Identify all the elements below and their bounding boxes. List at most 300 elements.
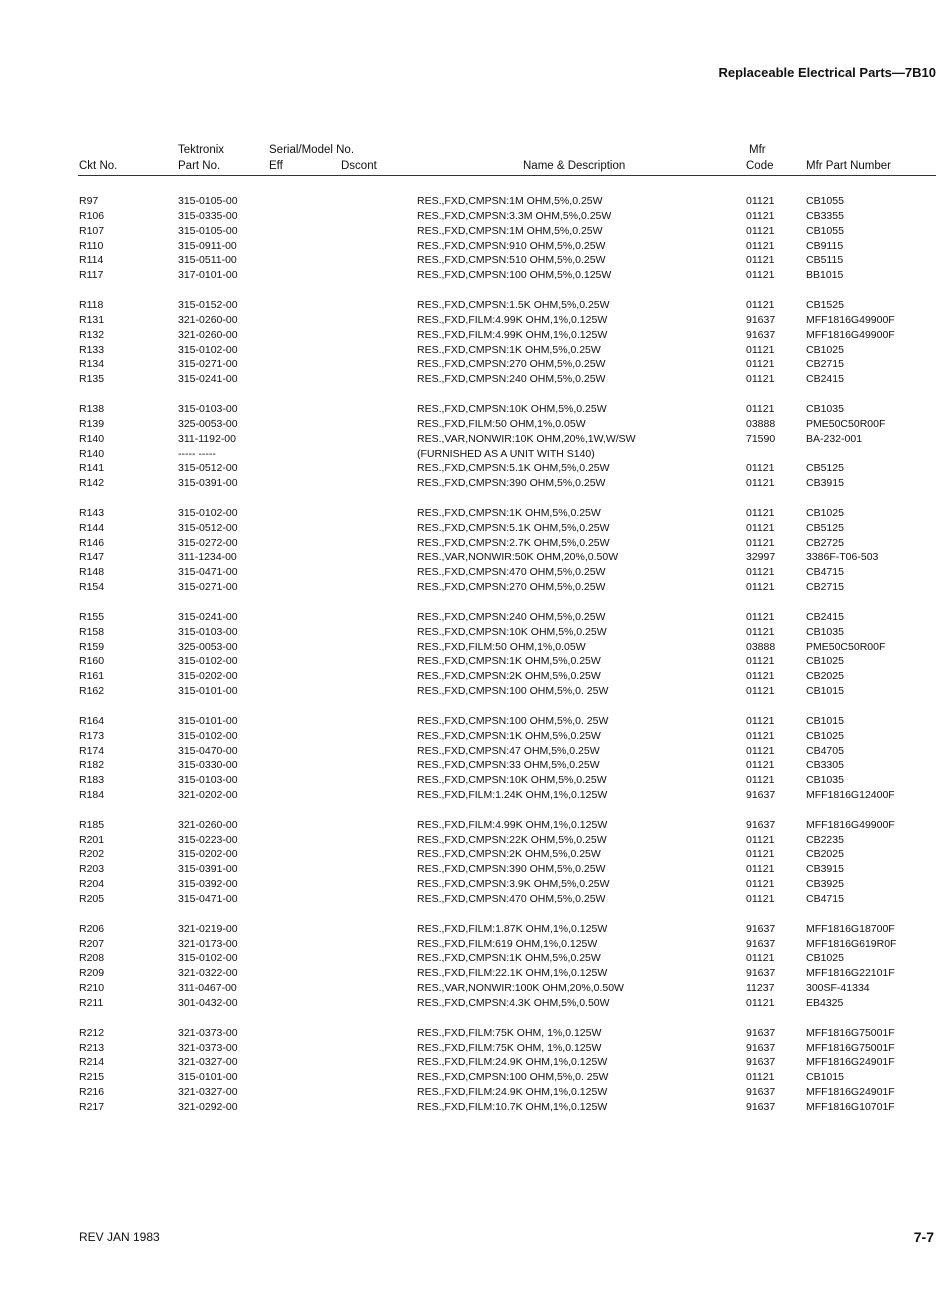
cell-mfr-code: 01121 (746, 358, 775, 371)
table-row (0, 268, 950, 283)
cell-ckt-no: R182 (79, 759, 105, 772)
cell-name-description: RES.,FXD,CMPSN:2.7K OHM,5%,0.25W (417, 536, 610, 549)
cell-ckt-no: R174 (79, 744, 105, 757)
cell-ckt-no: R173 (79, 729, 105, 742)
table-row (0, 684, 950, 699)
table-row (0, 877, 950, 892)
cell-mfr-code: 01121 (746, 239, 775, 252)
cell-mfr-code: 01121 (746, 343, 775, 356)
table-row (0, 1055, 950, 1070)
cell-part-no: 315-0202-00 (178, 670, 238, 683)
cell-name-description: RES.,VAR,NONWIR:10K OHM,20%,1W,W/SW (417, 432, 636, 445)
cell-name-description: RES.,FXD,FILM:50 OHM,1%,0.05W (417, 417, 586, 430)
cell-mfr-code: 91637 (746, 1056, 776, 1069)
cell-ckt-no: R147 (79, 551, 105, 564)
cell-name-description: RES.,FXD,FILM:75K OHM, 1%,0.125W (417, 1026, 602, 1039)
cell-mfr-part-number: CB2415 (806, 610, 844, 623)
cell-name-description: RES.,FXD,CMPSN:100 OHM,5%,0.125W (417, 269, 612, 282)
table-row (0, 847, 950, 862)
cell-ckt-no: R148 (79, 566, 105, 579)
table-row (0, 328, 950, 343)
cell-mfr-code: 03888 (746, 640, 776, 653)
table-row (0, 788, 950, 803)
cell-ckt-no: R131 (79, 313, 105, 326)
cell-part-no: 315-0202-00 (178, 848, 238, 861)
table-row (0, 951, 950, 966)
table-row (0, 357, 950, 372)
cell-name-description: RES.,FXD,CMPSN:10K OHM,5%,0.25W (417, 402, 607, 415)
cell-mfr-code: 01121 (746, 224, 775, 237)
cell-ckt-no: R114 (79, 254, 104, 267)
table-row (0, 461, 950, 476)
cell-ckt-no: R140 (79, 432, 105, 445)
cell-ckt-no: R134 (79, 358, 105, 371)
cell-part-no: 315-0271-00 (178, 358, 238, 371)
cell-part-no: 317-0101-00 (178, 269, 238, 282)
cell-name-description: RES.,FXD,CMPSN:1K OHM,5%,0.25W (417, 343, 601, 356)
cell-mfr-part-number: CB4705 (806, 744, 844, 757)
cell-name-description: RES.,FXD,CMPSN:22K OHM,5%,0.25W (417, 833, 607, 846)
cell-part-no: ----- ----- (178, 447, 216, 460)
cell-part-no: 301-0432-00 (178, 996, 238, 1009)
cell-mfr-part-number: EB4325 (806, 996, 844, 1009)
cell-mfr-code: 01121 (746, 566, 775, 579)
cell-ckt-no: R138 (79, 402, 105, 415)
cell-mfr-code: 01121 (746, 254, 775, 267)
cell-mfr-code: 01121 (746, 685, 775, 698)
cell-mfr-part-number: MFF1816G619R0F (806, 937, 897, 950)
cell-part-no: 325-0053-00 (178, 417, 238, 430)
cell-mfr-part-number: CB3915 (806, 863, 844, 876)
cell-mfr-code: 01121 (746, 670, 775, 683)
cell-part-no: 315-0335-00 (178, 209, 238, 222)
cell-name-description: RES.,FXD,CMPSN:100 OHM,5%,0. 25W (417, 1071, 609, 1084)
cell-ckt-no: R183 (79, 774, 105, 787)
cell-name-description: RES.,FXD,CMPSN:1K OHM,5%,0.25W (417, 655, 601, 668)
cell-name-description: RES.,FXD,CMPSN:4.3K OHM,5%,0.50W (417, 996, 610, 1009)
cell-name-description: RES.,FXD,CMPSN:10K OHM,5%,0.25W (417, 774, 607, 787)
table-row (0, 432, 950, 447)
cell-mfr-code: 01121 (746, 373, 775, 386)
cell-mfr-part-number: CB2715 (806, 358, 844, 371)
cell-part-no: 315-0102-00 (178, 343, 238, 356)
table-row (0, 610, 950, 625)
table-row (0, 1026, 950, 1041)
cell-mfr-code: 01121 (746, 714, 775, 727)
table-row (0, 922, 950, 937)
cell-name-description: RES.,VAR,NONWIR:100K OHM,20%,0.50W (417, 982, 624, 995)
cell-mfr-code: 01121 (746, 729, 775, 742)
cell-part-no: 311-1192-00 (178, 432, 236, 445)
cell-part-no: 321-0373-00 (178, 1041, 238, 1054)
cell-mfr-part-number: CB2725 (806, 536, 844, 549)
cell-ckt-no: R158 (79, 625, 105, 638)
cell-name-description: RES.,FXD,CMPSN:470 OHM,5%,0.25W (417, 566, 606, 579)
cell-ckt-no: R211 (79, 996, 104, 1009)
cell-mfr-code: 01121 (746, 744, 775, 757)
cell-mfr-part-number: CB1025 (806, 952, 844, 965)
column-header-part-no: Part No. (178, 160, 221, 172)
cell-mfr-part-number: BB1015 (806, 269, 844, 282)
cell-ckt-no: R161 (79, 670, 105, 683)
cell-part-no: 315-0152-00 (178, 299, 238, 311)
table-row (0, 580, 950, 595)
cell-ckt-no: R118 (79, 299, 104, 311)
cell-mfr-part-number: CB3355 (806, 209, 844, 222)
column-header-name-description: Name & Description (523, 160, 626, 172)
table-row (0, 625, 950, 640)
cell-part-no: 315-0271-00 (178, 581, 238, 594)
cell-part-no: 315-0102-00 (178, 729, 238, 742)
column-header-mfr: Mfr (749, 144, 766, 156)
cell-ckt-no: R214 (79, 1056, 105, 1069)
cell-mfr-code: 01121 (746, 402, 775, 415)
cell-name-description: RES.,FXD,CMPSN:3.3M OHM,5%,0.25W (417, 209, 612, 222)
cell-mfr-part-number: CB1025 (806, 729, 844, 742)
table-row (0, 298, 950, 313)
table-row (0, 892, 950, 907)
cell-ckt-no: R133 (79, 343, 105, 356)
cell-name-description: RES.,FXD,CMPSN:5.1K OHM,5%,0.25W (417, 462, 610, 475)
cell-name-description: RES.,FXD,CMPSN:510 OHM,5%,0.25W (417, 254, 606, 267)
cell-name-description: RES.,FXD,CMPSN:5.1K OHM,5%,0.25W (417, 521, 610, 534)
cell-name-description: RES.,FXD,CMPSN:100 OHM,5%,0. 25W (417, 685, 609, 698)
column-header-code: Code (746, 160, 774, 172)
cell-mfr-code: 01121 (746, 610, 775, 623)
cell-name-description: RES.,FXD,CMPSN:270 OHM,5%,0.25W (417, 358, 606, 371)
cell-mfr-part-number: CB2235 (806, 833, 844, 846)
cell-name-description: RES.,FXD,CMPSN:1K OHM,5%,0.25W (417, 506, 601, 519)
cell-ckt-no: R184 (79, 789, 105, 801)
cell-mfr-part-number: CB5115 (806, 254, 844, 267)
cell-mfr-code: 01121 (746, 833, 775, 846)
cell-part-no: 315-0391-00 (178, 477, 238, 490)
cell-part-no: 325-0053-00 (178, 640, 238, 653)
table-row (0, 773, 950, 788)
table-row (0, 996, 950, 1011)
table-row (0, 654, 950, 669)
cell-part-no: 321-0219-00 (178, 922, 238, 935)
cell-name-description: RES.,FXD,FILM:4.99K OHM,1%,0.125W (417, 328, 608, 341)
cell-name-description: RES.,FXD,CMPSN:240 OHM,5%,0.25W (417, 610, 606, 623)
cell-ckt-no: R97 (79, 195, 99, 207)
cell-part-no: 321-0322-00 (178, 967, 238, 980)
cell-mfr-part-number: BA-232-001 (806, 432, 863, 445)
cell-ckt-no: R139 (79, 417, 105, 430)
cell-part-no: 311-1234-00 (178, 551, 237, 564)
table-row (0, 372, 950, 387)
table-row (0, 402, 950, 417)
cell-mfr-code: 01121 (746, 774, 775, 787)
cell-name-description: RES.,FXD,CMPSN:1M OHM,5%,0.25W (417, 224, 603, 237)
cell-ckt-no: R141 (79, 462, 105, 475)
table-row (0, 1070, 950, 1085)
table-row (0, 758, 950, 773)
cell-part-no: 315-0512-00 (178, 521, 238, 534)
cell-part-no: 315-0512-00 (178, 462, 238, 475)
cell-name-description: RES.,FXD,FILM:75K OHM, 1%,0.125W (417, 1041, 602, 1054)
cell-mfr-part-number: CB1055 (806, 224, 844, 237)
cell-name-description: RES.,FXD,CMPSN:100 OHM,5%,0. 25W (417, 714, 609, 727)
cell-ckt-no: R205 (79, 893, 105, 905)
cell-part-no: 315-0102-00 (178, 506, 238, 519)
cell-ckt-no: R146 (79, 536, 105, 549)
table-row (0, 476, 950, 491)
cell-name-description: RES.,FXD,CMPSN:470 OHM,5%,0.25W (417, 893, 606, 905)
cell-part-no: 321-0373-00 (178, 1026, 238, 1039)
table-row (0, 313, 950, 328)
cell-mfr-part-number: CB1025 (806, 655, 844, 668)
cell-name-description: RES.,FXD,CMPSN:2K OHM,5%,0.25W (417, 670, 601, 683)
cell-mfr-code: 01121 (746, 195, 775, 207)
cell-mfr-code: 91637 (746, 937, 776, 950)
cell-mfr-code: 01121 (746, 952, 775, 965)
cell-part-no: 315-0272-00 (178, 536, 238, 549)
cell-ckt-no: R202 (79, 848, 105, 861)
cell-mfr-part-number: MFF1816G24901F (806, 1056, 895, 1069)
cell-ckt-no: R210 (79, 982, 105, 995)
cell-mfr-part-number: CB3915 (806, 477, 844, 490)
cell-ckt-no: R162 (79, 685, 105, 698)
table-row (0, 833, 950, 848)
cell-ckt-no: R185 (79, 818, 105, 831)
column-header-serial-model: Serial/Model No. (269, 144, 355, 156)
cell-mfr-part-number: CB2715 (806, 581, 844, 594)
cell-name-description: RES.,FXD,FILM:1.87K OHM,1%,0.125W (417, 922, 608, 935)
cell-mfr-part-number: MFF1816G49900F (806, 313, 895, 326)
cell-mfr-code: 91637 (746, 1026, 776, 1039)
cell-ckt-no: R117 (79, 269, 104, 282)
table-row (0, 447, 950, 462)
cell-part-no: 321-0260-00 (178, 313, 238, 326)
table-row (0, 506, 950, 521)
cell-ckt-no: R132 (79, 328, 105, 341)
cell-part-no: 321-0260-00 (178, 818, 238, 831)
cell-name-description: RES.,FXD,CMPSN:1K OHM,5%,0.25W (417, 729, 601, 742)
cell-mfr-code: 01121 (746, 848, 775, 861)
table-row (0, 224, 950, 239)
cell-mfr-part-number: MFF1816G18700F (806, 922, 895, 935)
cell-ckt-no: R143 (79, 506, 105, 519)
cell-mfr-part-number: MFF1816G24901F (806, 1086, 895, 1098)
cell-mfr-code: 01121 (746, 477, 775, 490)
cell-mfr-part-number: 300SF-41334 (806, 982, 870, 995)
cell-mfr-code: 01121 (746, 536, 775, 549)
cell-part-no: 315-0391-00 (178, 863, 238, 876)
cell-name-description: RES.,VAR,NONWIR:50K OHM,20%,0.50W (417, 551, 619, 564)
table-row (0, 966, 950, 981)
cell-part-no: 315-0911-00 (178, 239, 237, 252)
cell-mfr-part-number: 3386F-T06-503 (806, 551, 879, 564)
cell-part-no: 315-0330-00 (178, 759, 238, 772)
cell-part-no: 315-0103-00 (178, 625, 238, 638)
footer-page-number: 7-7 (913, 1229, 934, 1245)
cell-ckt-no: R140 (79, 447, 105, 460)
cell-mfr-part-number: MFF1816G22101F (806, 967, 895, 980)
table-row (0, 239, 950, 254)
cell-mfr-code: 01121 (746, 521, 775, 534)
cell-part-no: 315-0470-00 (178, 744, 238, 757)
cell-mfr-code: 91637 (746, 922, 776, 935)
table-row (0, 417, 950, 432)
column-header-ckt-no: Ckt No. (79, 160, 118, 172)
cell-mfr-code: 01121 (746, 581, 775, 594)
cell-part-no: 321-0327-00 (178, 1056, 238, 1069)
cell-mfr-part-number: CB1035 (806, 774, 844, 787)
cell-mfr-part-number: PME50C50R00F (806, 640, 886, 653)
table-row (0, 729, 950, 744)
cell-mfr-code: 01121 (746, 893, 775, 905)
cell-ckt-no: R159 (79, 640, 105, 653)
cell-mfr-part-number: MFF1816G75001F (806, 1041, 895, 1054)
cell-name-description: RES.,FXD,CMPSN:390 OHM,5%,0.25W (417, 477, 606, 490)
cell-mfr-part-number: CB5125 (806, 462, 844, 475)
table-row (0, 981, 950, 996)
cell-mfr-code: 01121 (746, 878, 775, 891)
cell-name-description: RES.,FXD,CMPSN:390 OHM,5%,0.25W (417, 863, 606, 876)
table-row (0, 937, 950, 952)
cell-ckt-no: R208 (79, 952, 105, 965)
cell-part-no: 315-0471-00 (178, 566, 238, 579)
cell-part-no: 321-0260-00 (178, 328, 238, 341)
cell-part-no: 315-0102-00 (178, 655, 238, 668)
column-header-dscont: Dscont (341, 160, 377, 172)
cell-name-description: RES.,FXD,CMPSN:1.5K OHM,5%,0.25W (417, 299, 610, 311)
cell-name-description: (FURNISHED AS A UNIT WITH S140) (417, 447, 595, 460)
cell-name-description: RES.,FXD,CMPSN:2K OHM,5%,0.25W (417, 848, 601, 861)
cell-mfr-part-number: CB2025 (806, 848, 844, 861)
footer-revision: REV JAN 1983 (79, 1230, 160, 1244)
cell-mfr-part-number: CB1015 (806, 1071, 844, 1084)
cell-mfr-part-number: CB1035 (806, 402, 844, 415)
cell-name-description: RES.,FXD,CMPSN:33 OHM,5%,0.25W (417, 759, 600, 772)
column-header-eff: Eff (269, 160, 283, 172)
cell-name-description: RES.,FXD,CMPSN:1K OHM,5%,0.25W (417, 952, 601, 965)
cell-mfr-part-number: CB1015 (806, 714, 844, 727)
cell-mfr-part-number: CB1015 (806, 685, 844, 698)
cell-ckt-no: R142 (79, 477, 105, 490)
cell-part-no: 315-0101-00 (178, 714, 238, 727)
cell-mfr-part-number: CB1025 (806, 506, 844, 519)
cell-mfr-code: 01121 (746, 625, 775, 638)
cell-name-description: RES.,FXD,FILM:50 OHM,1%,0.05W (417, 640, 586, 653)
cell-ckt-no: R209 (79, 967, 105, 980)
cell-mfr-part-number: MFF1816G12400F (806, 789, 895, 801)
table-row (0, 253, 950, 268)
cell-mfr-part-number: CB3305 (806, 759, 844, 772)
cell-ckt-no: R217 (79, 1100, 105, 1113)
cell-mfr-part-number: CB1025 (806, 343, 844, 356)
cell-mfr-code: 91637 (746, 328, 776, 341)
cell-name-description: RES.,FXD,FILM:4.99K OHM,1%,0.125W (417, 818, 608, 831)
table-row (0, 1085, 950, 1100)
column-header-mfr-part-number: Mfr Part Number (806, 160, 891, 172)
table-row (0, 744, 950, 759)
cell-mfr-code: 91637 (746, 1086, 776, 1098)
cell-mfr-code: 91637 (746, 967, 776, 980)
cell-part-no: 315-0223-00 (178, 833, 238, 846)
cell-mfr-code: 11237 (746, 982, 775, 995)
cell-mfr-code: 01121 (746, 506, 775, 519)
cell-part-no: 315-0105-00 (178, 224, 238, 237)
cell-ckt-no: R216 (79, 1086, 105, 1098)
cell-mfr-part-number: CB1055 (806, 195, 844, 207)
cell-mfr-code: 01121 (746, 269, 775, 282)
cell-name-description: RES.,FXD,FILM:24.9K OHM,1%,0.125W (417, 1086, 608, 1098)
table-row (0, 565, 950, 580)
cell-mfr-code: 91637 (746, 1041, 776, 1054)
cell-mfr-part-number: CB2415 (806, 373, 844, 386)
cell-ckt-no: R207 (79, 937, 105, 950)
table-row (0, 1100, 950, 1115)
cell-mfr-code: 91637 (746, 818, 776, 831)
cell-mfr-part-number: CB5125 (806, 521, 844, 534)
cell-mfr-code: 01121 (746, 209, 775, 222)
cell-name-description: RES.,FXD,FILM:619 OHM,1%,0.125W (417, 937, 598, 950)
cell-part-no: 315-0101-00 (178, 685, 238, 698)
cell-mfr-code: 01121 (746, 462, 775, 475)
cell-mfr-part-number: CB1525 (806, 299, 844, 311)
cell-part-no: 321-0327-00 (178, 1086, 238, 1098)
cell-mfr-code: 91637 (746, 789, 776, 801)
table-row (0, 521, 950, 536)
cell-mfr-part-number: CB9115 (806, 239, 844, 252)
cell-name-description: RES.,FXD,CMPSN:47 OHM,5%,0.25W (417, 744, 600, 757)
cell-mfr-part-number: PME50C50R00F (806, 417, 886, 430)
cell-mfr-code: 01121 (746, 299, 775, 311)
cell-ckt-no: R107 (79, 224, 105, 237)
cell-ckt-no: R213 (79, 1041, 105, 1054)
cell-name-description: RES.,FXD,CMPSN:240 OHM,5%,0.25W (417, 373, 606, 386)
cell-part-no: 321-0202-00 (178, 789, 238, 801)
cell-name-description: RES.,FXD,FILM:4.99K OHM,1%,0.125W (417, 313, 608, 326)
table-row (0, 536, 950, 551)
table-row (0, 1041, 950, 1056)
cell-mfr-part-number: CB2025 (806, 670, 844, 683)
cell-name-description: RES.,FXD,CMPSN:910 OHM,5%,0.25W (417, 239, 606, 252)
cell-ckt-no: R155 (79, 610, 105, 623)
table-row (0, 862, 950, 877)
table-row (0, 194, 950, 209)
cell-mfr-code: 91637 (746, 1100, 776, 1113)
cell-part-no: 315-0241-00 (178, 610, 238, 623)
cell-mfr-code: 91637 (746, 313, 776, 326)
cell-ckt-no: R144 (79, 521, 105, 534)
cell-mfr-code: 01121 (746, 759, 775, 772)
cell-part-no: 315-0101-00 (178, 1071, 238, 1084)
cell-ckt-no: R201 (79, 833, 105, 846)
cell-name-description: RES.,FXD,CMPSN:10K OHM,5%,0.25W (417, 625, 607, 638)
cell-mfr-code: 01121 (746, 996, 775, 1009)
cell-mfr-part-number: CB1035 (806, 625, 844, 638)
cell-part-no: 311-0467-00 (178, 982, 237, 995)
cell-part-no: 315-0102-00 (178, 952, 238, 965)
cell-name-description: RES.,FXD,FILM:22.1K OHM,1%,0.125W (417, 967, 608, 980)
table-row (0, 669, 950, 684)
cell-part-no: 315-0511-00 (178, 254, 237, 267)
cell-name-description: RES.,FXD,CMPSN:270 OHM,5%,0.25W (417, 581, 606, 594)
column-header-tektronix: Tektronix (178, 144, 225, 156)
cell-ckt-no: R106 (79, 209, 105, 222)
cell-ckt-no: R160 (79, 655, 105, 668)
cell-mfr-part-number: CB4715 (806, 893, 844, 905)
page-header-title: Replaceable Electrical Parts—7B10 (718, 65, 936, 80)
cell-part-no: 315-0103-00 (178, 774, 238, 787)
cell-mfr-part-number: CB4715 (806, 566, 844, 579)
cell-part-no: 315-0105-00 (178, 195, 238, 207)
table-row (0, 550, 950, 565)
cell-part-no: 315-0241-00 (178, 373, 238, 386)
